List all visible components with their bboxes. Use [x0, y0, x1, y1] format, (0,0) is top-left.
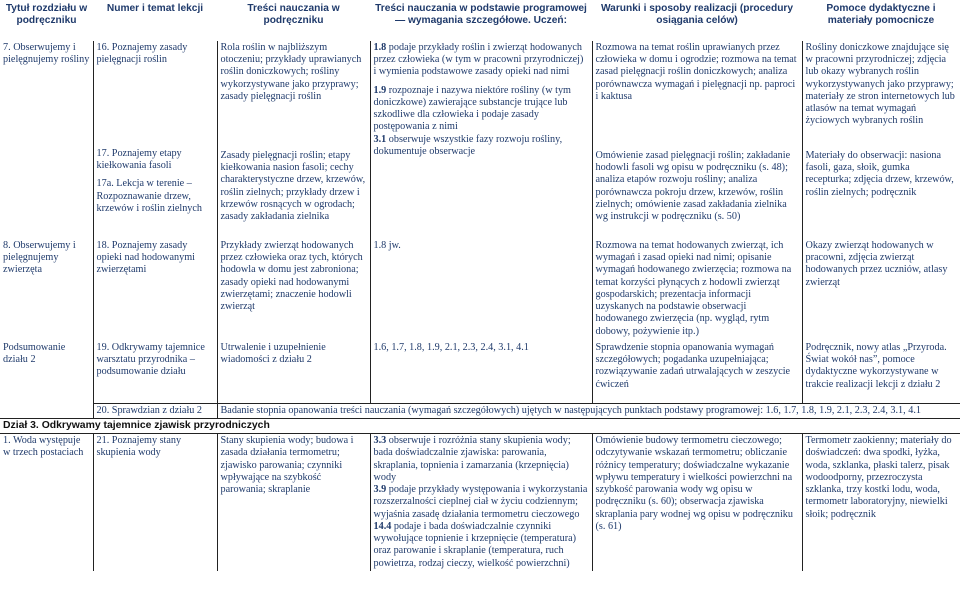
aids-cell: Okazy zwierząt hodowanych w pracowni, zdjęcia zwierząt hodowanych przez uczniów, atlasy zwierząt [802, 239, 960, 341]
pp-3-1-text: obserwuje wszystkie fazy rozwoju rośliny, dokumentuje obserwacje [373, 133, 563, 157]
pp-3-3-num: 3.3 [373, 435, 387, 447]
table-row [0, 39, 960, 239]
table-row [0, 341, 960, 403]
pp-14-4-text: podaje i bada doświadczalnie czynniki wywołujące topnienie i krzepnięcie (temperatura) oraz parowanie i skraplanie (temperatura, ruch powietrza, rodzaj cieczy, wielkość powierzchni) [373, 520, 577, 569]
lesson-17a: 17a. Lekcja w terenie – Rozpoznawanie drzew, krzewów i roślin zielnych [96, 178, 203, 214]
header-curriculum: Treści nauczania w podstawie programowej — wymagania szczegółowe. Uczeń: [370, 0, 592, 39]
lesson-cell: 21. Poznajemy stany skupienia wody [93, 434, 217, 571]
content-cell: Przykłady zwierząt hodowanych przez człowieka oraz tych, których hodowla w domu jest zabroniona; zasady opieki nad hodowanymi zwierzętami; znaczenie hodowli zwierząt [217, 239, 370, 341]
content-cell: Stany skupienia wody; budowa i zasada działania termometru; zjawisko parowania; czynniki wpływające na szybkość parowania; skraplanie [217, 434, 370, 571]
curriculum-cell: 1.8 jw. [370, 239, 592, 341]
chapter-cell: Podsumowanie działu 2 [3, 342, 66, 366]
content-cell [217, 39, 370, 239]
methods-cell [592, 39, 802, 239]
content-cell: Utrwalenie i uzupełnienie wiadomości z działu 2 [217, 341, 370, 403]
pp-1-9 [374, 85, 589, 134]
lesson-cell [93, 39, 217, 239]
table-row [0, 239, 960, 341]
curriculum-cell [370, 434, 592, 571]
aids-17: Materiały do obserwacji: nasiona fasoli, gaza, słoik, gumka recepturka; zdjęcia drzew, krzewów, roślin zielnych; podręcznik [805, 150, 954, 198]
lesson-16: 16. Poznajemy zasady pielęgnacji roślin [96, 42, 188, 66]
curriculum-cell [370, 39, 592, 239]
content-16: Rola roślin w najbliższym otoczeniu; przykłady uprawianych roślin doniczkowych; rośliny wykorzystywane jako przyprawy; zasady pielęgnacji roślin [220, 42, 362, 102]
method-17: Omówienie zasad pielęgnacji roślin; zakładanie hodowli fasoli wg opisu w podręczniku (s. 48); analiza etapów rozwoju rośliny; analiza porównawcza pokroju drzew, krzewów, roślin zielnych; omówienie zasad zakładania zielnika wg instrukcji w podręczniku (s. 50) [595, 150, 791, 223]
chapter-cell: 7. Obserwujemy i pielęgnujemy rośliny [3, 42, 90, 66]
pp-3-9-num: 3.9 [373, 484, 387, 496]
header-lesson: Numer i temat lekcji [93, 0, 217, 39]
section-row [0, 418, 960, 433]
pp-3-1-num: 3.1 [373, 133, 387, 145]
chapter-cell: 1. Woda występuje w trzech postaciach [3, 435, 84, 459]
lesson-17: 17. Poznajemy etapy kiełkowania fasoli [96, 148, 182, 172]
content-17: Zasady pielęgnacji roślin; etapy kiełkowania nasion fasoli; cechy charakterystyczne drzew, krzewów, roślin zielnych; przykłady drzew i krzewów rosnących w ogrodach; zasady zakładania zielnika [220, 150, 366, 223]
pp-14-4-num: 14.4 [373, 520, 392, 532]
pp-3-9 [374, 484, 589, 521]
methods-cell: Rozmowa na temat hodowanych zwierząt, ich wymagań i zasad opieki nad nimi; opisanie wymagań hodowanego zwierzęcia; rozmowa na temat korzyści płynących z hodowli zwierząt gospodarskich; prezentacja informacji uzyskanych na podstawie obserwacji hodowanego zwierzęcia (np. wygląd, rytm dobowy, pożywienie itp.) [592, 239, 802, 341]
header-aids: Pomoce dydaktyczne i materiały pomocnicze [802, 0, 960, 39]
test-note: Badanie stopnia opanowania treści nauczania (wymagań szczegółowych) ujętych w następujących punktach podstawy programowej: 1.6, 1.7, 1.8, 1.9, 2.1, 2.3, 2.4, 3.1, 4.1 [217, 403, 960, 418]
section-title: Dział 3. Odkrywamy tajemnice zjawisk przyrodniczych [0, 418, 960, 433]
methods-cell: Omówienie budowy termometru cieczowego; odczytywanie wskazań termometru; obliczanie różnicy temperatury; doświadczalne wykazanie wpływu temperatury i wielkości powierzchni na szybkość parowania wody wg opisu w podręczniku (s. 60); obserwacja zjawiska skraplania pary wodnej wg opisu w podręczniku (s. 61) [592, 434, 802, 571]
table-row [0, 434, 960, 571]
aids-cell [802, 39, 960, 239]
lesson-cell: 18. Poznajemy zasady opieki nad hodowanymi zwierzętami [93, 239, 217, 341]
lesson-cell: 19. Odkrywamy tajemnice warsztatu przyrodnika – podsumowanie działu [93, 341, 217, 403]
pp-3-9-text: podaje przykłady występowania i wykorzystania rozszerzalności cieplnej ciał w życiu codziennym; wyjaśnia zasadę działania termometru cieczowego [373, 484, 588, 520]
lesson-cell: 20. Sprawdzian z działu 2 [93, 403, 217, 418]
pp-3-3 [374, 435, 589, 484]
pp-1-8 [374, 42, 589, 79]
pp-1-8-num: 1.8 [373, 42, 387, 53]
header-content: Treści nauczania w podręczniku [217, 0, 370, 39]
aids-16: Rośliny doniczkowe znajdujące się w pracowni przyrodniczej; zdjęcia lub okazy wybranych roślin wykorzystywanych jako przyprawy; materiały ze stron internetowych lub atlasów na temat wymagań życiowych wybranych roślin [805, 42, 955, 127]
aids-cell: Podręcznik, nowy atlas „Przyroda. Świat wokół nas”, pomoce dydaktyczne wykorzystywane w trakcie realizacji lekcji z działu 2 [802, 341, 960, 403]
pp-3-3-text: obserwuje i rozróżnia stany skupienia wody; bada doświadczalnie zjawiska: parowania, skraplania, topnienia i zamarzania (krzepnięcia) wody [373, 435, 571, 483]
table-row [0, 403, 960, 418]
method-16: Rozmowa na temat roślin uprawianych przez człowieka w domu i ogrodzie; rozmowa na temat zasad pielęgnacji roślin doniczkowych; analiza porównawcza wymagań i pielęgnacji np. paproci i kaktusa [595, 42, 797, 102]
header-chapter: Tytuł rozdziału w podręczniku [0, 0, 93, 39]
pp-1-8-text: podaje przykłady roślin i zwierząt hodowanych przez człowieka (w tym w pracowni przyrodniczej) i wymienia podstawowe zasady opieki nad nimi [373, 42, 584, 78]
curriculum-cell: 1.6, 1.7, 1.8, 1.9, 2.1, 2.3, 2.4, 3.1, 4.1 [370, 341, 592, 403]
aids-cell: Termometr zaokienny; materiały do doświadczeń: dwa spodki, łyżka, woda, szklanka, płaski talerz, pisak wodoodporny, przezroczysta szklanka, trzy kostki lodu, woda, termometr laboratoryjny, niewielki słoik; podręcznik [802, 434, 960, 571]
chapter-cell: 8. Obserwujemy i pielęgnujemy zwierzęta [3, 240, 76, 276]
header-row [0, 0, 960, 39]
pp-14-4 [374, 521, 589, 570]
header-methods: Warunki i sposoby realizacji (procedury osiągania celów) [592, 0, 802, 39]
methods-cell: Sprawdzenie stopnia opanowania wymagań szczegółowych; pogadanka uzupełniająca; rozwiązywanie zadań utrwalających w zeszycie ćwiczeń [592, 341, 802, 403]
pp-3-1 [374, 134, 589, 158]
pp-1-9-num: 1.9 [373, 84, 387, 96]
pp-1-9-text: rozpoznaje i nazywa niektóre rośliny (w tym doniczkowe) zawierające substancje trujące lub szkodliwe dla człowieka i podaje zasady postępowania z nimi [373, 84, 571, 133]
